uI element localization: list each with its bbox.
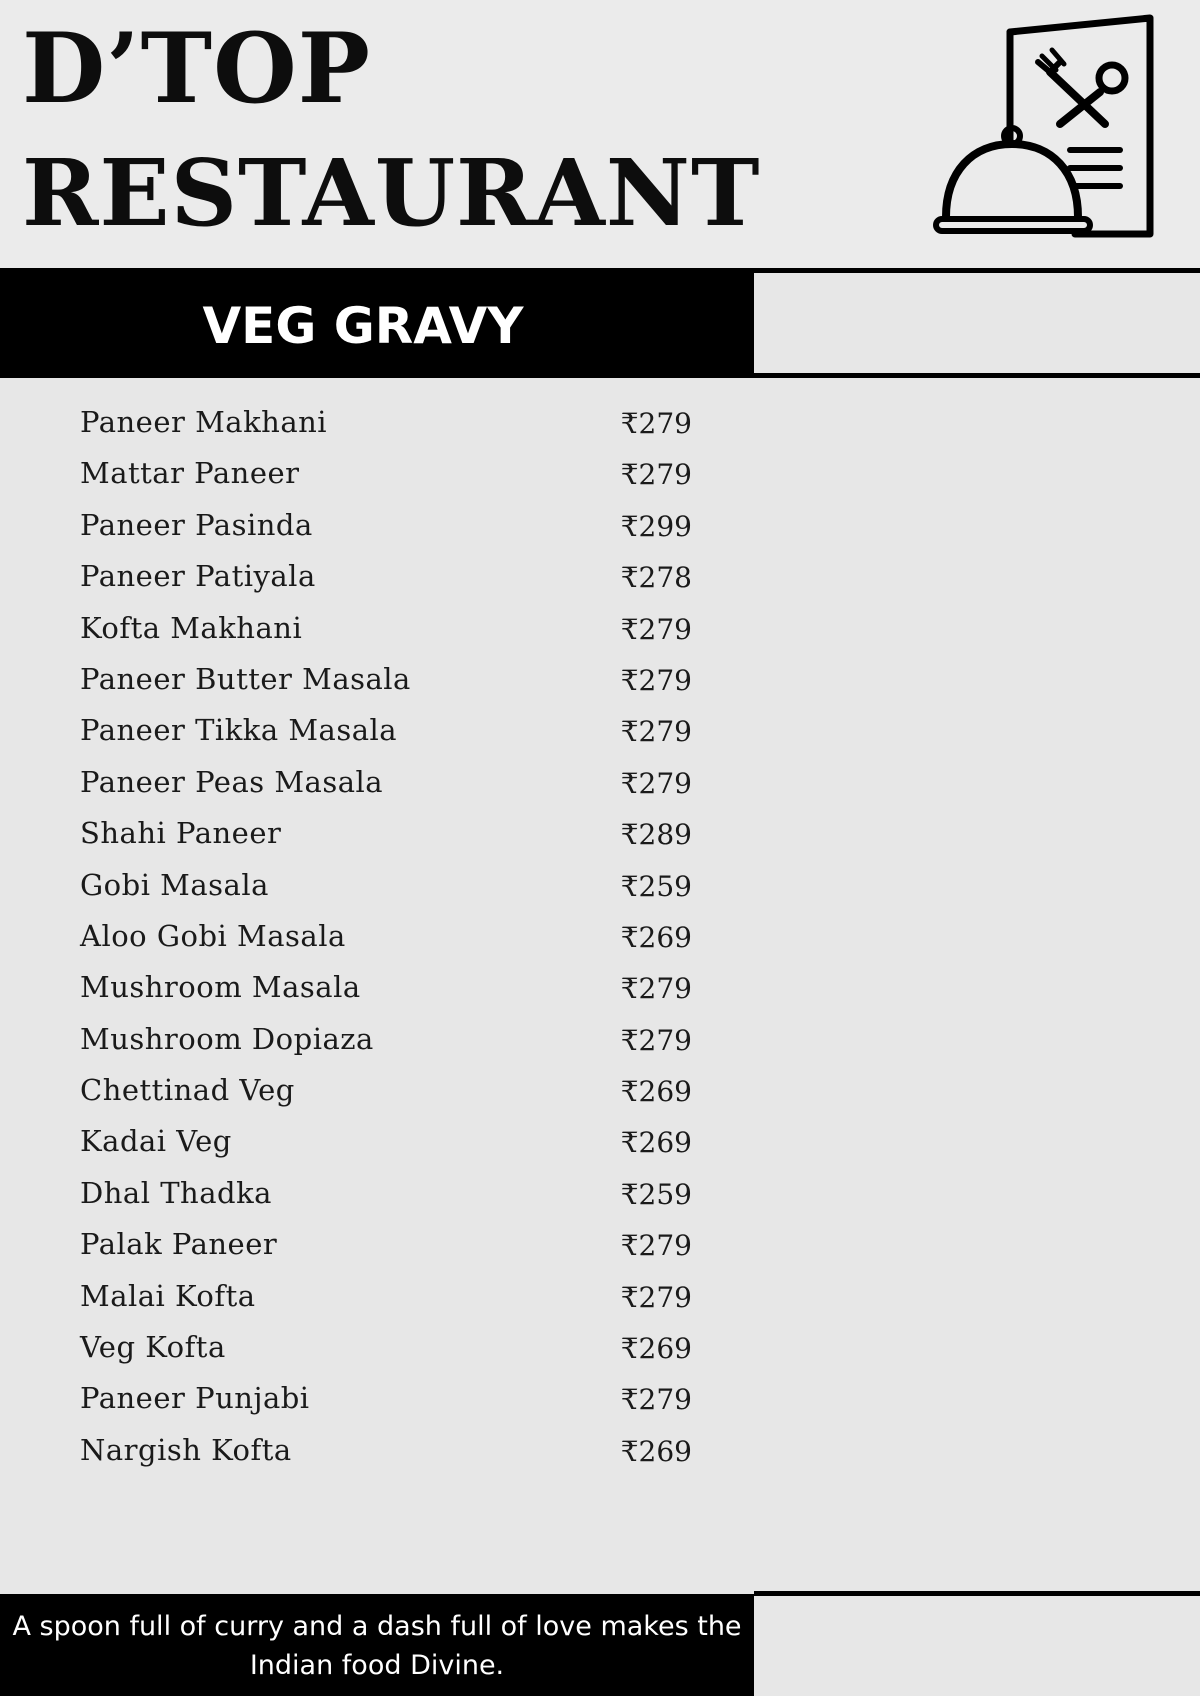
item-price: ₹279 — [620, 458, 692, 492]
item-price: ₹269 — [620, 1075, 692, 1109]
divider-line — [754, 373, 1200, 378]
item-price: ₹259 — [620, 1177, 692, 1211]
header — [0, 0, 1200, 268]
menu-item — [0, 611, 760, 662]
menu-item — [0, 919, 760, 970]
menu-item — [0, 970, 760, 1021]
menu-item — [0, 1433, 760, 1484]
item-name: Gobi Masala — [80, 867, 269, 902]
footer-tagline — [0, 1607, 754, 1685]
item-name: Shahi Paneer — [80, 816, 282, 851]
menu-item — [0, 508, 760, 559]
item-price: ₹279 — [620, 766, 692, 800]
item-price: ₹279 — [620, 1383, 692, 1417]
divider-line — [754, 1591, 1200, 1596]
menu-item — [0, 1330, 760, 1381]
footer-tagline-line-1: A spoon full of curry and a dash full of love makes the — [12, 1611, 742, 1642]
item-name: Paneer Makhani — [80, 405, 328, 439]
item-price: ₹259 — [620, 869, 692, 903]
item-price: ₹278 — [620, 561, 692, 595]
item-price: ₹269 — [620, 1434, 692, 1468]
item-name: Paneer Punjabi — [80, 1381, 310, 1416]
menu-item — [0, 662, 760, 713]
item-price: ₹279 — [620, 972, 692, 1006]
item-name: Mattar Paneer — [80, 456, 300, 491]
menu-item — [0, 1227, 760, 1278]
menu-item — [0, 816, 760, 867]
menu-item — [0, 1073, 760, 1124]
menu-item — [0, 1022, 760, 1073]
menu-list — [0, 405, 760, 1484]
item-price: ₹299 — [620, 509, 692, 543]
menu-item — [0, 405, 760, 456]
item-price: ₹279 — [620, 1229, 692, 1263]
item-name: Paneer Butter Masala — [80, 661, 411, 696]
item-name: Mushroom Dopiaza — [80, 1021, 374, 1056]
section-title: VEG GRAVY — [202, 297, 524, 355]
menu-item — [0, 559, 760, 610]
menu-item — [0, 1176, 760, 1227]
menu-item — [0, 456, 760, 507]
item-price: ₹279 — [620, 612, 692, 646]
menu-item — [0, 868, 760, 919]
item-name: Kadai Veg — [80, 1124, 232, 1159]
menu-item — [0, 1381, 760, 1432]
item-name: Palak Paneer — [80, 1227, 278, 1262]
divider-line — [754, 268, 1200, 273]
menu-item — [0, 765, 760, 816]
item-price: ₹289 — [620, 818, 692, 852]
item-name: Aloo Gobi Masala — [80, 918, 346, 953]
item-name: Paneer Pasinda — [80, 507, 313, 542]
item-name: Paneer Peas Masala — [80, 764, 384, 799]
restaurant-name-line-1: D’TOP — [22, 12, 371, 125]
item-name: Mushroom Masala — [80, 970, 361, 1005]
item-price: ₹279 — [620, 407, 692, 440]
item-price: ₹269 — [620, 1126, 692, 1160]
item-name: Malai Kofta — [80, 1278, 256, 1313]
menu-item — [0, 1124, 760, 1175]
menu-item — [0, 1279, 760, 1330]
footer-tagline-line-2: Indian food Divine. — [249, 1650, 505, 1681]
item-name: Paneer Patiyala — [80, 559, 316, 594]
item-name: Veg Kofta — [80, 1330, 226, 1365]
item-name: Paneer Tikka Masala — [80, 713, 398, 748]
menu-cloche-fork-spoon-icon — [920, 12, 1160, 242]
item-price: ₹279 — [620, 663, 692, 697]
item-name: Dhal Thadka — [80, 1175, 272, 1210]
item-price: ₹279 — [620, 1023, 692, 1057]
item-price: ₹279 — [620, 1280, 692, 1314]
item-name: Chettinad Veg — [80, 1073, 295, 1108]
item-price: ₹269 — [620, 920, 692, 954]
item-price: ₹269 — [620, 1332, 692, 1366]
menu-item — [0, 713, 760, 764]
item-price: ₹279 — [620, 715, 692, 749]
item-name: Nargish Kofta — [80, 1432, 292, 1467]
restaurant-name-line-2: RESTAURANT — [22, 139, 761, 247]
item-name: Kofta Makhani — [80, 610, 303, 645]
